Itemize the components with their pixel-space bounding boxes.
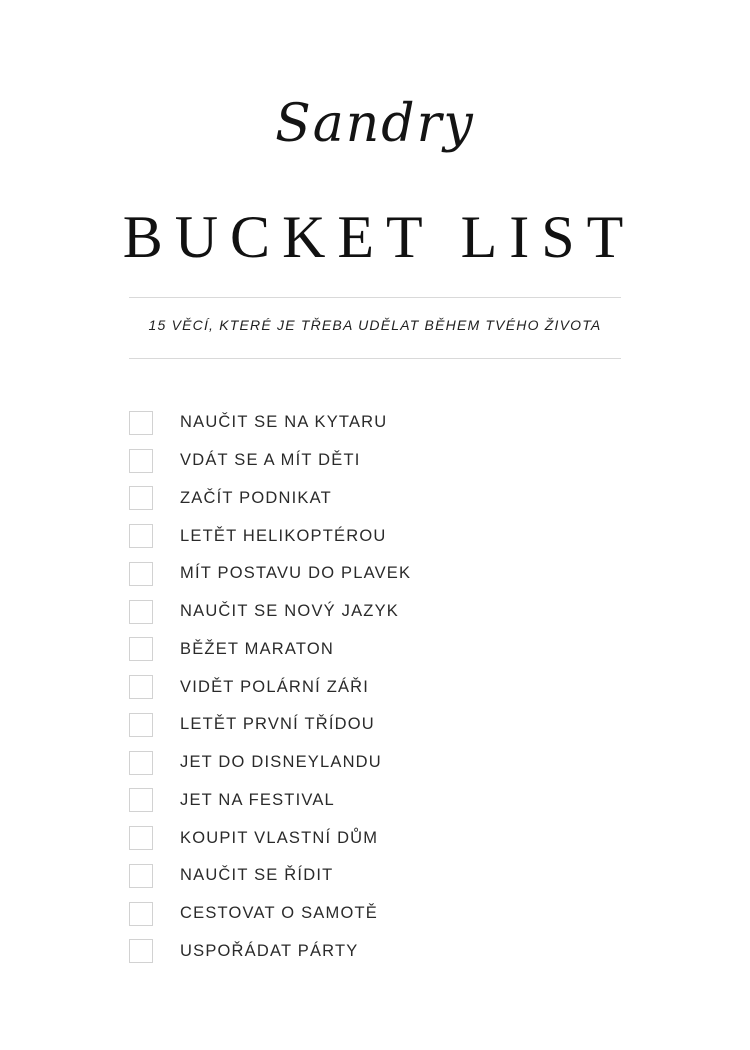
checkbox[interactable] xyxy=(129,675,153,699)
checkbox[interactable] xyxy=(129,411,153,435)
list-item xyxy=(129,706,629,744)
item-label: BĚŽET MARATON xyxy=(180,639,335,658)
checkbox[interactable] xyxy=(129,486,153,510)
item-label: MÍT POSTAVU DO PLAVEK xyxy=(180,564,412,583)
item-label: JET NA FESTIVAL xyxy=(180,790,335,809)
list-item xyxy=(129,517,629,555)
checkbox[interactable] xyxy=(129,751,153,775)
list-item xyxy=(129,480,629,518)
item-label: JET DO DISNEYLANDU xyxy=(180,753,382,772)
checkbox[interactable] xyxy=(129,826,153,850)
checkbox[interactable] xyxy=(129,713,153,737)
page-title: BUCKET LIST xyxy=(122,204,636,270)
list-item xyxy=(129,555,629,593)
list-item xyxy=(129,442,629,480)
list-item xyxy=(129,631,629,669)
subtitle: 15 VĚCÍ, KTERÉ JE TŘEBA UDĚLAT BĚHEM TVÉHO ŽIVOTA xyxy=(148,317,602,333)
list-item xyxy=(129,404,629,442)
item-label: ZAČÍT PODNIKAT xyxy=(180,488,332,507)
item-label: LETĚT PRVNÍ TŘÍDOU xyxy=(180,715,375,734)
item-label: USPOŘÁDAT PÁRTY xyxy=(180,941,359,960)
item-label: LETĚT HELIKOPTÉROU xyxy=(180,526,387,545)
item-label: NAUČIT SE NA KYTARU xyxy=(180,413,388,432)
list-item xyxy=(129,819,629,857)
item-label: NAUČIT SE ŘÍDIT xyxy=(180,866,334,885)
checkbox[interactable] xyxy=(129,449,153,473)
checkbox[interactable] xyxy=(129,788,153,812)
list-item xyxy=(129,782,629,820)
list-item xyxy=(129,593,629,631)
checkbox[interactable] xyxy=(129,524,153,548)
bottom-divider xyxy=(129,358,621,359)
checkbox[interactable] xyxy=(129,902,153,926)
item-label: KOUPIT VLASTNÍ DŮM xyxy=(180,828,379,847)
checkbox[interactable] xyxy=(129,562,153,586)
checkbox[interactable] xyxy=(129,600,153,624)
checkbox[interactable] xyxy=(129,637,153,661)
bucket-list xyxy=(129,404,629,970)
item-label: CESTOVAT O SAMOTĚ xyxy=(180,904,378,923)
item-label: VDÁT SE A MÍT DĚTI xyxy=(180,451,361,470)
checkbox[interactable] xyxy=(129,864,153,888)
checkbox[interactable] xyxy=(129,939,153,963)
list-item xyxy=(129,744,629,782)
item-label: NAUČIT SE NOVÝ JAZYK xyxy=(180,602,399,621)
item-label: VIDĚT POLÁRNÍ ZÁŘI xyxy=(180,677,370,696)
top-divider xyxy=(129,297,621,298)
list-item xyxy=(129,933,629,971)
list-item xyxy=(129,857,629,895)
list-item xyxy=(129,668,629,706)
script-name-heading: Sandry xyxy=(275,94,475,154)
list-item xyxy=(129,895,629,933)
